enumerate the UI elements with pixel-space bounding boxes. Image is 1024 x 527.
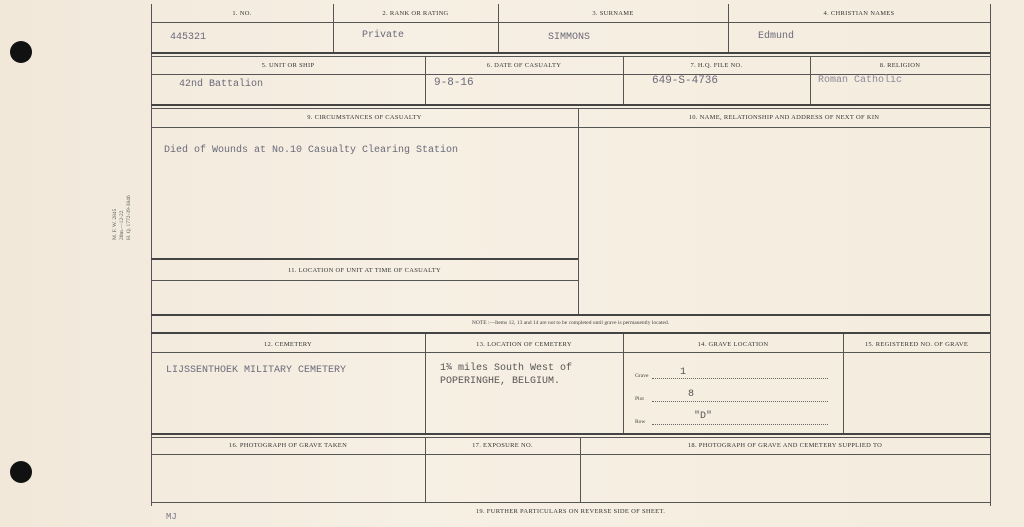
label-photograph-taken: 16. PHOTOGRAPH OF GRAVE TAKEN (228, 442, 348, 449)
label-registered-no: 15. REGISTERED NO. OF GRAVE (864, 341, 969, 348)
label-grave: Grave (635, 373, 649, 379)
label-circumstances: 9. CIRCUMSTANCES OF CASUALTY (307, 114, 422, 121)
form-ref-line: M. F. W. 2845 (112, 208, 118, 240)
value-unit: 42nd Battalion (179, 79, 264, 90)
label-location-of-cemetery: 13. LOCATION OF CEMETERY (476, 341, 572, 348)
divider (425, 334, 426, 433)
value-religion: Roman Catholic (818, 75, 903, 86)
rule (151, 332, 990, 334)
rule (151, 352, 990, 353)
value-surname: SIMMONS (548, 32, 591, 43)
label-location-of-unit: 11. LOCATION OF UNIT AT TIME OF CASUALTY (287, 267, 442, 274)
frame-right (990, 4, 991, 506)
punch-hole (10, 41, 32, 63)
value-cemetery: LIJSSENTHOEK MILITARY CEMETERY (166, 365, 347, 376)
rule (151, 108, 990, 109)
label-further-particulars: 19. FURTHER PARTICULARS ON REVERSE SIDE OF SHEET. (475, 508, 666, 515)
value-date: 9-8-16 (434, 77, 474, 89)
label-plot: Plot (635, 396, 644, 402)
value-rank: Private (362, 30, 405, 41)
form-reference (112, 195, 133, 240)
form-ref-line: 20m.—12-22 (119, 210, 125, 240)
rule (151, 433, 990, 435)
rule (151, 104, 990, 106)
label-surname: 3. SURNAME (592, 10, 634, 17)
rule (151, 56, 990, 57)
label-religion: 8. RELIGION (879, 62, 921, 69)
label-cemetery: 12. CEMETERY (263, 341, 313, 348)
punch-hole (10, 461, 32, 483)
rule (151, 127, 990, 128)
divider (623, 334, 624, 433)
label-date: 6. DATE OF CASUALTY (486, 62, 562, 69)
rule (151, 280, 578, 281)
row-dotted-line (652, 424, 828, 425)
rule (151, 22, 990, 23)
divider (843, 334, 844, 433)
label-unit: 5. UNIT OR SHIP (261, 62, 315, 69)
value-location-line1: 1¾ miles South West of (440, 363, 573, 374)
label-christian-names: 4. CHRISTIAN NAMES (823, 10, 895, 17)
value-no: 445321 (170, 32, 207, 43)
value-location-line2: POPERINGHE, BELGIUM. (440, 376, 561, 387)
value-circumstances: Died of Wounds at No.10 Casualty Clearing Station (164, 145, 459, 156)
rule (151, 314, 990, 316)
plot-dotted-line (652, 401, 828, 402)
label-rank: 2. RANK OR RATING (382, 10, 449, 17)
rule (151, 454, 990, 455)
note: NOTE :—Items 12, 13 and 14 are not to be completed until grave is permanently located. (471, 320, 670, 326)
rule (151, 52, 990, 54)
label-exposure-no: 17. EXPOSURE NO. (472, 442, 533, 449)
divider (578, 108, 579, 314)
label-no: 1. NO. (232, 10, 252, 17)
label-next-of-kin: 10. NAME, RELATIONSHIP AND ADDRESS OF NEXT OF KIN (688, 114, 880, 121)
rule (151, 258, 578, 260)
value-christian-names: Edmund (758, 31, 795, 42)
label-grave-location: 14. GRAVE LOCATION (697, 341, 769, 348)
frame-left (151, 4, 152, 506)
value-plot: 8 (688, 389, 695, 400)
value-grave: 1 (680, 367, 687, 378)
label-hq-file: 7. H.Q. FILE NO. (690, 62, 743, 69)
form-ref-line: H. Q. 1772-39-3846 (126, 195, 132, 240)
rule (151, 437, 990, 438)
grave-dotted-line (652, 378, 828, 379)
label-row: Row (635, 419, 646, 425)
rule (151, 502, 990, 503)
value-hq-file: 649-S-4736 (652, 75, 719, 87)
value-row: "D" (694, 411, 713, 422)
label-photograph-supplied: 18. PHOTOGRAPH OF GRAVE AND CEMETERY SUPPLIED TO (687, 442, 883, 449)
clerk-initials: MJ (166, 512, 177, 522)
